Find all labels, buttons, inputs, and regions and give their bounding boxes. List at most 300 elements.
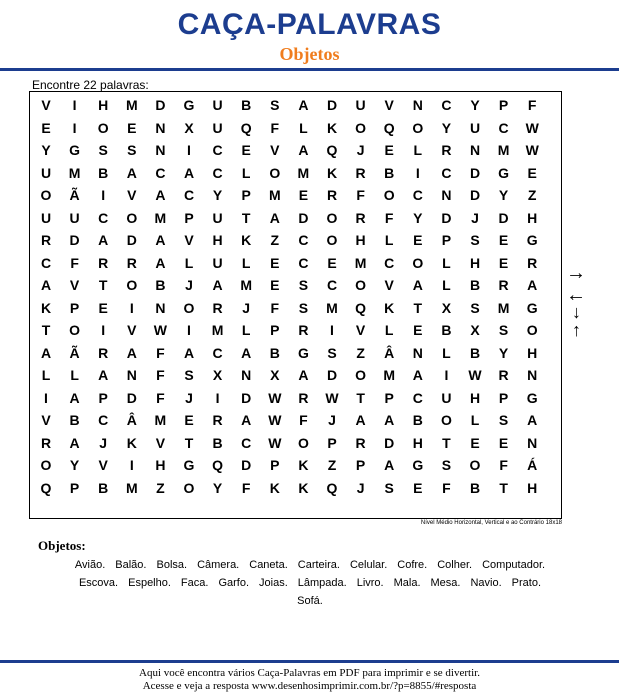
grid-letter: P (355, 457, 366, 473)
grid-letter: C (212, 142, 223, 158)
grid-letter: O (412, 119, 424, 136)
grid-letter: Â (384, 344, 395, 361)
grid-letter: D (384, 434, 395, 451)
grid-letter: P (241, 187, 251, 203)
grid-letter: J (328, 412, 336, 428)
grid-letter: J (99, 434, 108, 451)
grid-letter: R (326, 187, 338, 203)
grid-letter: R (298, 389, 309, 406)
grid-letter: O (355, 367, 367, 383)
grid-letter: Y (441, 119, 452, 136)
word-item: Mesa. (430, 577, 461, 589)
grid-letter: V (384, 97, 394, 113)
grid-letter: N (412, 97, 423, 113)
grid-letter: A (298, 142, 309, 158)
grid-letter: S (498, 322, 509, 338)
grid-letter: V (98, 457, 108, 473)
grid-letter: E (241, 142, 251, 158)
grid-letter: S (298, 299, 309, 316)
grid-letter: W (525, 142, 539, 158)
grid-letter: M (497, 142, 510, 158)
grid-letter: T (356, 389, 365, 406)
grid-letter: C (298, 254, 309, 271)
word-item: Mala. (393, 577, 421, 589)
grid-letter: I (101, 322, 106, 338)
word-item: Balão. (115, 559, 147, 571)
grid-letter: V (41, 97, 51, 113)
grid-letter: I (129, 299, 134, 316)
grid-letter: A (298, 367, 309, 383)
grid-letter: N (155, 119, 166, 136)
grid-letter: C (441, 97, 452, 113)
grid-letter: P (184, 209, 194, 226)
grid-letter: Ã (69, 187, 80, 203)
grid-letter: T (98, 277, 108, 293)
grid-letter: I (72, 119, 77, 136)
word-item: Bolsa. (156, 559, 188, 571)
grid-letter: L (384, 232, 394, 248)
grid-letter: C (212, 344, 223, 361)
grid-letter: I (330, 322, 334, 338)
grid-letter: E (41, 119, 51, 136)
grid-letter: C (98, 209, 109, 226)
grid-letter: U (212, 97, 223, 113)
grid-letter: X (212, 367, 223, 383)
grid-letter: Z (527, 187, 537, 203)
bottom-divider (0, 660, 619, 663)
grid-letter: O (326, 232, 338, 248)
grid-letter: C (183, 187, 195, 203)
grid-letter: S (184, 367, 194, 383)
word-list (30, 556, 590, 610)
grid-letter: L (442, 254, 451, 271)
grid-letter: O (40, 187, 52, 203)
grid-letter: U (212, 119, 223, 136)
grid-letter: M (154, 209, 167, 226)
grid-letter: C (241, 434, 252, 451)
grid-letter: V (69, 277, 80, 293)
grid-letter: D (298, 209, 309, 226)
grid-letter: X (270, 367, 280, 383)
grid-letter: P (384, 389, 394, 406)
grid-letter: J (471, 209, 479, 226)
arrow-left-icon: ← (566, 284, 586, 306)
grid-letter: M (297, 164, 310, 181)
grid-letter: R (212, 299, 223, 316)
grid-letter: U (441, 389, 452, 406)
grid-letter: O (126, 209, 138, 226)
grid-letter: F (70, 254, 79, 271)
grid-letter: B (155, 277, 166, 293)
grid-letter: L (470, 412, 480, 428)
word-item: Celular. (349, 559, 388, 571)
grid-letter: M (268, 187, 281, 203)
grid-letter: Á (527, 457, 538, 473)
grid-letter: U (40, 164, 52, 181)
grid-letter: F (299, 412, 308, 428)
grid-letter: Z (270, 232, 280, 248)
grid-letter: P (98, 389, 108, 406)
grid-letter: H (469, 389, 481, 406)
grid-letter: A (269, 209, 280, 226)
level-note: Nível Médio Horizontal, Vertical e ao Contrário 18x18 (420, 520, 562, 526)
grid-letter: O (183, 479, 195, 496)
grid-letter: W (268, 412, 282, 428)
page-subtitle: Objetos (279, 44, 340, 64)
grid-letter: A (183, 344, 195, 361)
word-item: Navio. (470, 577, 502, 589)
grid-letter: P (69, 299, 80, 316)
grid-letter: E (527, 164, 537, 181)
grid-letter: U (212, 209, 223, 226)
grid-letter: P (270, 457, 280, 473)
grid-letter: R (527, 254, 538, 271)
grid-letter: W (325, 389, 339, 406)
grid-letter: W (268, 389, 282, 406)
word-item: Câmera. (197, 559, 240, 571)
grid-letter: N (126, 367, 137, 383)
grid-letter: D (441, 209, 452, 226)
grid-letter: R (40, 434, 52, 451)
grid-letter: F (156, 344, 165, 361)
grid-letter: A (384, 457, 395, 473)
grid-letter: K (326, 164, 338, 181)
grid-letter: G (412, 457, 424, 473)
grid-letter: Q (355, 299, 367, 316)
grid-letter: N (412, 344, 423, 361)
word-item: Computador. (482, 559, 546, 571)
word-item: Faca. (180, 577, 209, 589)
grid-letter: O (126, 277, 138, 293)
grid-letter: Â (126, 412, 137, 428)
grid-letter: D (241, 457, 252, 473)
word-item: Colher. (437, 559, 473, 571)
grid-letter: A (40, 344, 52, 361)
top-divider (0, 68, 619, 71)
grid-letter: K (298, 457, 309, 473)
grid-letter: T (41, 322, 51, 338)
grid-letter: V (41, 412, 51, 428)
grid-letter: L (299, 119, 308, 136)
grid-letter: S (441, 457, 452, 473)
grid-letter: F (270, 299, 280, 316)
grid-letter: G (526, 299, 538, 316)
words-heading: Objetos: (38, 538, 86, 553)
grid-letter: F (270, 119, 280, 136)
grid-letter: F (156, 367, 165, 383)
grid-letter: A (40, 277, 52, 293)
grid-letter: Q (240, 119, 252, 136)
grid-letter: I (72, 97, 77, 113)
grid-letter: W (268, 434, 282, 451)
grid-letter: F (384, 209, 394, 226)
grid-letter: B (241, 97, 252, 113)
grid-letter: A (527, 412, 538, 428)
grid-letter: B (469, 344, 481, 361)
grid-letter: Y (69, 457, 80, 473)
grid-letter: P (498, 97, 509, 113)
grid-letter: E (498, 232, 509, 248)
grid-letter: I (187, 142, 191, 158)
grid-letter: C (326, 277, 338, 293)
grid-letter: N (155, 142, 166, 158)
grid-letter: L (241, 322, 251, 338)
grid-letter: H (527, 209, 538, 226)
grid-letter: B (98, 479, 109, 496)
grid-letter: M (497, 299, 510, 316)
grid-letter: H (527, 479, 538, 496)
grid-letter: M (383, 367, 396, 383)
word-search-grid (29, 91, 562, 519)
grid-letter: Ã (69, 344, 80, 361)
grid-letter: K (326, 119, 338, 136)
grid-letter: O (183, 299, 195, 316)
grid-letter: A (298, 97, 309, 113)
grid-letter: S (298, 277, 309, 293)
grid-letter: O (412, 254, 424, 271)
grid-letter: G (526, 232, 538, 248)
grid-letter: H (412, 434, 423, 451)
word-item: Livro. (356, 577, 384, 589)
grid-letter: S (127, 142, 137, 158)
grid-letter: E (413, 479, 423, 496)
grid-letter: Z (156, 479, 165, 496)
grid-letter: G (526, 389, 538, 406)
grid-letter: A (155, 232, 166, 248)
grid-letter: D (469, 164, 481, 181)
grid-letter: U (355, 97, 366, 113)
grid-letter: O (355, 119, 367, 136)
grid-letter: Y (41, 142, 51, 158)
grid-letter: O (326, 209, 338, 226)
grid-letter: K (384, 299, 395, 316)
grid-letter: V (127, 322, 137, 338)
grid-letter: T (413, 299, 423, 316)
grid-letter: U (469, 119, 481, 136)
grid-letter: N (527, 367, 538, 383)
grid-letter: R (498, 367, 509, 383)
grid-letter: P (441, 232, 452, 248)
grid-letter: D (469, 187, 481, 203)
grid-letter: D (241, 389, 252, 406)
grid-letter: C (98, 412, 109, 428)
grid-letter: H (527, 344, 538, 361)
grid-letter: X (470, 322, 480, 338)
grid-letter: K (40, 299, 52, 316)
grid-letter: V (127, 187, 137, 203)
grid-letter: P (498, 389, 509, 406)
word-item: Carteira. (297, 559, 340, 571)
grid-letter: V (355, 322, 366, 338)
grid-letter: W (468, 367, 482, 383)
grid-letter: L (384, 322, 394, 338)
grid-letter: A (69, 434, 80, 451)
grid-letter: G (498, 164, 510, 181)
grid-letter: A (212, 277, 223, 293)
grid-letter: R (298, 322, 309, 338)
grid-letter: J (356, 142, 365, 158)
grid-letter: R (212, 412, 223, 428)
grid-letter: O (269, 164, 281, 181)
word-item: Espelho. (128, 577, 171, 589)
grid-letter: P (270, 322, 280, 338)
grid-letter: R (98, 344, 109, 361)
grid-letter: Q (40, 479, 52, 496)
grid-letter: B (69, 412, 80, 428)
grid-letter: T (241, 209, 251, 226)
grid-letter: A (155, 254, 166, 271)
arrow-right-icon: → (566, 262, 586, 284)
word-item: Prato. (511, 577, 542, 589)
grid-letter: B (469, 277, 481, 293)
footer (0, 667, 619, 693)
grid-letter: C (412, 389, 423, 406)
grid-letter: O (69, 322, 81, 338)
footer-line-2: Acesse e veja a resposta www.desenhosimprimir.com.br/?p=8855/#resposta (142, 680, 477, 692)
grid-letter: F (527, 97, 537, 113)
grid-letter: A (384, 412, 395, 428)
grid-letter: F (356, 187, 365, 203)
grid-letter: T (499, 479, 508, 496)
grid-letter: V (184, 232, 194, 248)
grid-letter: A (98, 367, 109, 383)
grid-letter: D (126, 389, 137, 406)
word-item: Lâmpada. (297, 577, 347, 589)
grid-letter: J (356, 479, 365, 496)
grid-letter: E (270, 277, 280, 293)
grid-letter: Y (413, 209, 423, 226)
grid-letter: I (215, 389, 220, 406)
grid-letter: E (384, 142, 394, 158)
grid-letter: A (183, 164, 195, 181)
grid-letter: K (126, 434, 137, 451)
grid-letter: S (498, 412, 509, 428)
grid-letter: O (383, 187, 395, 203)
grid-letter: M (354, 254, 367, 271)
grid-letter: F (499, 457, 508, 473)
grid-letter: F (442, 479, 451, 496)
grid-letter: M (154, 412, 167, 428)
grid-letter: A (126, 344, 137, 361)
grid-letter: T (184, 434, 194, 451)
grid-letter: P (327, 434, 337, 451)
grid-letter: B (212, 434, 223, 451)
grid-letter: S (470, 232, 480, 248)
grid-letter: E (127, 119, 137, 136)
grid-letter: U (40, 209, 52, 226)
grid-letter: C (384, 254, 395, 271)
grid-letter: D (155, 97, 166, 113)
grid-letter: B (269, 344, 280, 361)
grid-letter: R (355, 209, 366, 226)
grid-letter: W (153, 322, 167, 338)
grid-letter: Y (212, 187, 223, 203)
grid-letter: C (441, 164, 452, 181)
grid-letter: D (498, 209, 509, 226)
grid-letter: A (241, 412, 252, 428)
arrow-down-icon: ↓ (572, 302, 581, 322)
grid-letter: N (155, 299, 166, 316)
grid-letter: Y (498, 187, 509, 203)
arrow-up-icon: ↑ (572, 320, 581, 340)
grid-letter: S (470, 299, 480, 316)
grid-letter: R (126, 254, 137, 271)
grid-letter: Y (498, 344, 509, 361)
grid-letter: S (98, 142, 108, 158)
grid-letter: W (525, 119, 539, 136)
word-item: Sofá. (297, 595, 323, 607)
grid-letter: H (155, 457, 166, 473)
grid-letter: D (126, 232, 137, 248)
grid-letter: S (327, 344, 337, 361)
grid-letter: X (184, 119, 194, 136)
grid-letter: A (126, 164, 137, 181)
grid-letter: L (241, 254, 251, 271)
grid-letter: M (68, 164, 81, 181)
grid-letter: A (98, 232, 109, 248)
grid-letter: R (40, 232, 52, 248)
grid-letter: H (212, 232, 223, 248)
grid-letter: Q (326, 479, 338, 496)
footer-line-1: Aqui você encontra vários Caça-Palavras em PDF para imprimir e se divertir. (139, 667, 480, 679)
grid-letter: Q (212, 457, 224, 473)
grid-letter: R (98, 254, 109, 271)
word-item: Avião. (74, 559, 106, 571)
grid-letter: H (98, 97, 109, 113)
grid-letter: J (185, 277, 193, 293)
grid-letter: A (355, 412, 366, 428)
grid-letter: D (326, 97, 338, 113)
grid-letter: V (270, 142, 280, 158)
grid-letter: M (125, 97, 138, 113)
grid-letter: I (187, 322, 191, 338)
grid-letter: L (413, 142, 423, 158)
grid-letter: K (298, 479, 309, 496)
grid-letter: I (129, 457, 134, 473)
grid-letter: M (326, 299, 338, 316)
grid-letter: A (69, 389, 80, 406)
grid-letter: Q (326, 142, 338, 158)
page-title: CAÇA-PALAVRAS (177, 8, 442, 41)
grid-letter: Y (212, 479, 223, 496)
grid-letter: E (413, 232, 423, 248)
grid-letter: M (211, 322, 224, 338)
grid-letter: N (469, 142, 481, 158)
grid-letter: E (270, 254, 280, 271)
grid-letter: O (297, 434, 309, 451)
grid-letter: B (384, 164, 395, 181)
grid-letter: E (470, 434, 480, 451)
grid-letter: U (212, 254, 223, 271)
grid-letter: D (326, 367, 338, 383)
word-item: Caneta. (249, 559, 288, 571)
grid-letter: R (498, 277, 509, 293)
grid-letter: B (98, 164, 109, 181)
grid-letter: I (415, 164, 420, 181)
grid-letter: C (298, 232, 309, 248)
grid-letter: A (412, 367, 423, 383)
word-item: Escova. (78, 577, 119, 589)
grid-letter: O (355, 277, 367, 293)
grid-letter: O (40, 457, 52, 473)
grid-letter: K (241, 232, 252, 248)
grid-letter: D (69, 232, 80, 248)
grid-letter: E (298, 187, 309, 203)
grid-letter: E (184, 412, 194, 428)
grid-letter: J (185, 389, 193, 406)
grid-letter: Y (470, 97, 480, 113)
word-item: Joias. (259, 577, 288, 589)
